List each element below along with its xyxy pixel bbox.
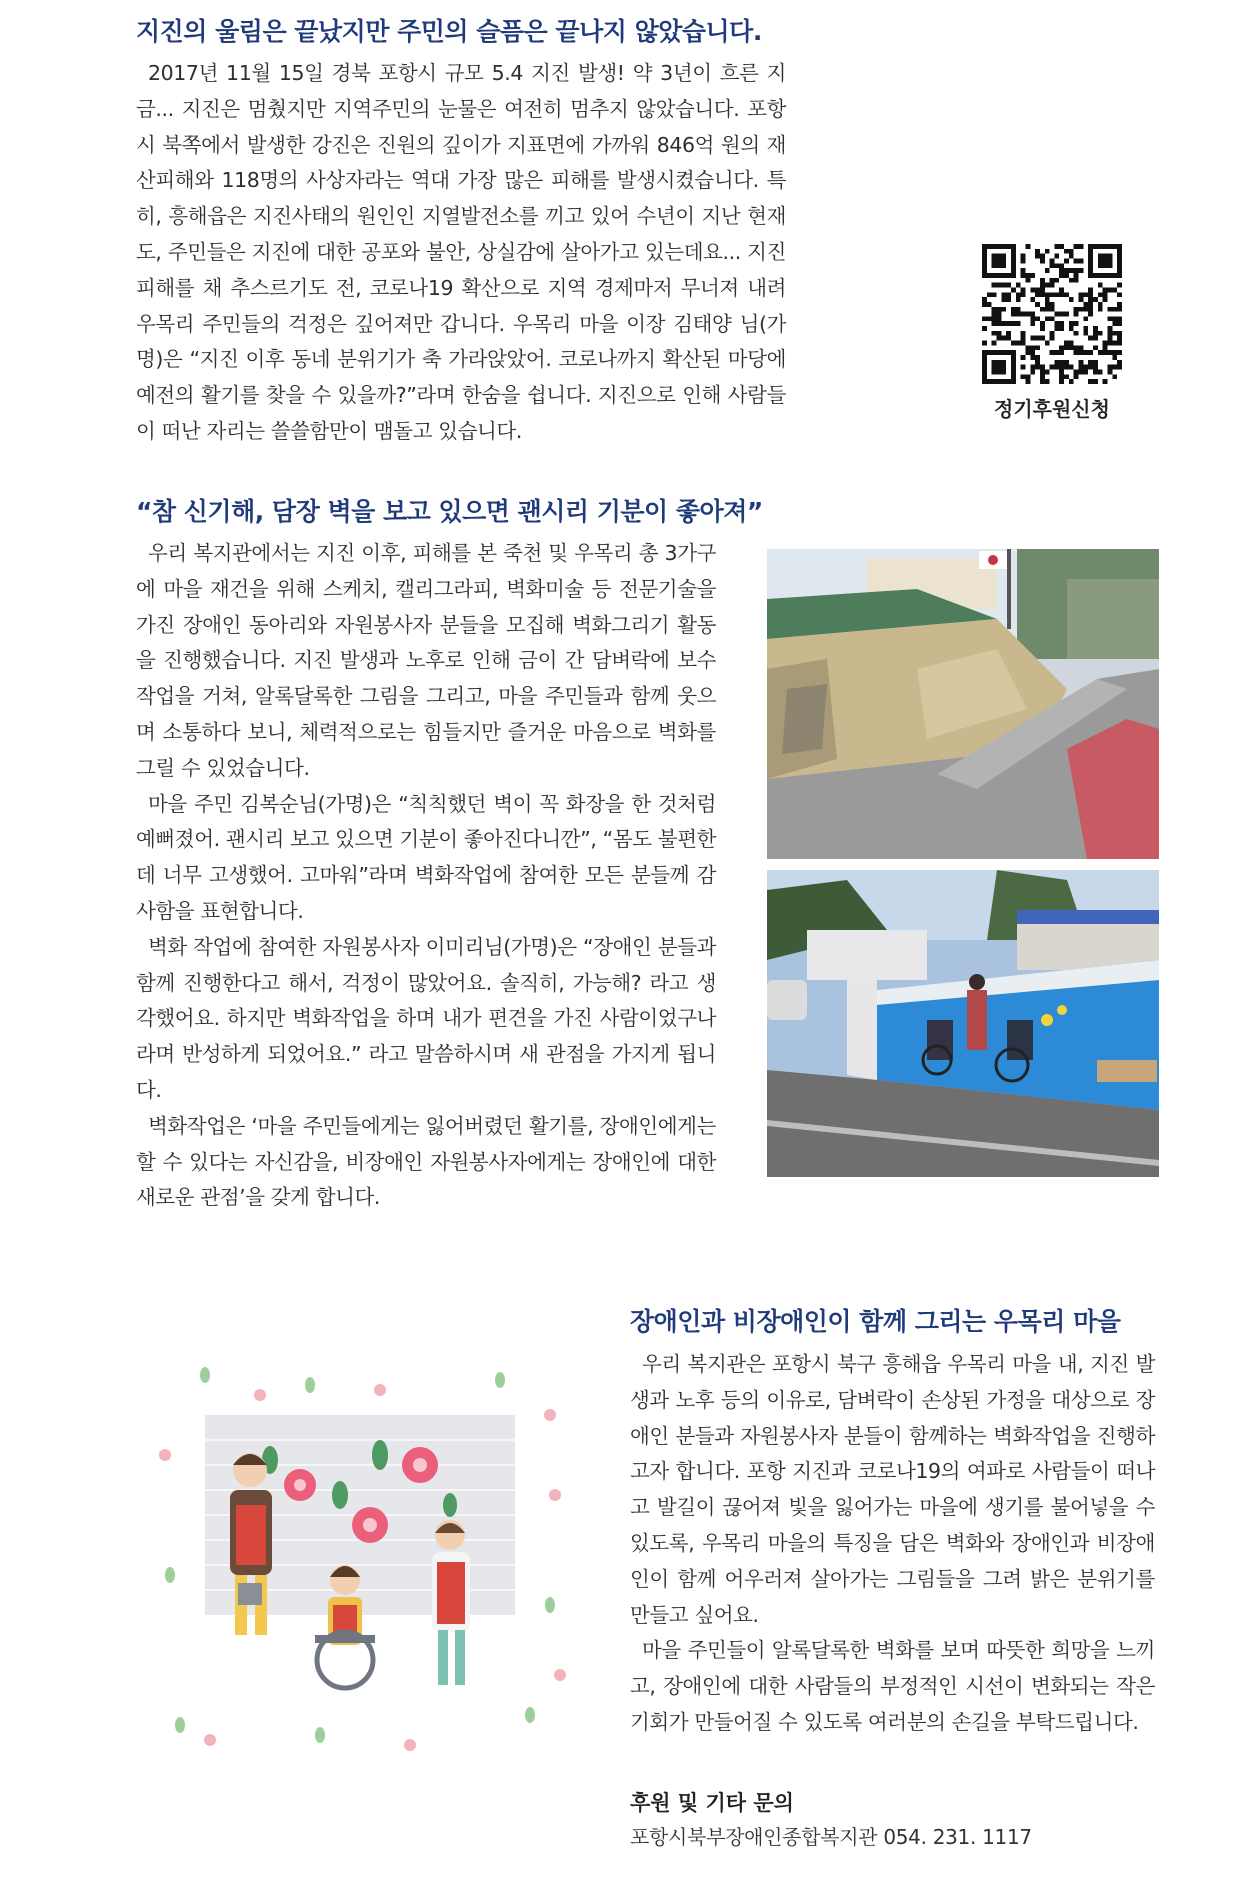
section2-paragraph-2: 마을 주민 김복순님(가명)은 “칙칙했던 벽이 꼭 화장을 한 것처럼 예뻐졌어. 괜시리 보고 있으면 기분이 좋아진다니깐”, “몸도 불편한데 너무 고생했어. 고마워”라며 벽화작업에 참여한 모든 분들께 감사함을 표현합니다. [136, 791, 716, 923]
qr-code-icon[interactable] [982, 244, 1122, 384]
section2-paragraph-3: 벽화 작업에 참여한 자원봉사자 이미리님(가명)은 “장애인 분들과 함께 진행한다고 해서, 걱정이 많았어요. 솔직히, 가능해? 라고 생각했어요. 하지만 벽화작업을 하며 내가 편견을 가진 사람이었구나라며 반성하게 되었어요.” 라고 말씀하시며 새 관점을 가지게 됩니다. [136, 934, 716, 1102]
section2-paragraph-4: 벽화작업은 ‘마을 주민들에게는 잃어버렸던 활기를, 장애인에게는 할 수 있다는 자신감을, 비장애인 자원봉사자에게는 장애인에 대한 새로운 관점’을 갖게 합니다. [136, 1113, 716, 1210]
section1-heading: 지진의 울림은 끝났지만 주민의 슬픔은 끝나지 않았습니다. [136, 17, 762, 46]
section2-body [136, 536, 716, 1216]
section3-paragraph-2: 마을 주민들이 알록달록한 벽화를 보며 따뜻한 희망을 느끼고, 장애인에 대한 사람들의 부정적인 시선이 변화되는 작은 기회가 만들어질 수 있도록 여러분의 손길을 부탁드립니다. [630, 1638, 1155, 1734]
section1-paragraph: 2017년 11월 15일 경북 포항시 규모 5.4 지진 발생! 약 3년이 흐른 지금... 지진은 멈췄지만 지역주민의 눈물은 여전히 멈추지 않았습니다. 포항시 북쪽에서 발생한 강진은 진원의 깊이가 지표면에 가까워 846억 원의 재산피해와 118명의 사상자라는 역대 가장 많은 피해를 발생시켰습니다. 특히, 흥해읍은 지진사태의 원인인 지열발전소를 끼고 있어 수년이 지난 현재도, 주민들은 지진에 대한 공포와 불안, 상실감에 살아가고 있는데요... 지진 피해를 채 추스르기도 전, 코로나19 확산으로 지역 경제마저 무너져 내려 우목리 주민들의 걱정은 깊어져만 갑니다. 우목리 마을 이장 김태양 님(가명)은 “지진 이후 동네 분위기가 축 가라앉았어. 코로나까지 확산된 마당에 예전의 활기를 찾을 수 있을까?”라며 한숨을 쉽니다. 지진으로 인해 사람들이 떠난 자리는 쓸쓸함만이 맴돌고 있습니다. [136, 61, 786, 443]
mural-illustration [150, 1355, 570, 1755]
section1-body [136, 56, 786, 450]
section3-heading: 장애인과 비장애인이 함께 그리는 우목리 마을 [630, 1307, 1121, 1336]
contact-title: 후원 및 기타 문의 [630, 1791, 794, 1815]
mural-painting-photo [767, 870, 1159, 1177]
contact-phone-text: 포항시북부장애인종합복지관 054. 231. 1117 [630, 1825, 1032, 1849]
section3-paragraph-1: 우리 복지관은 포항시 북구 흥해읍 우목리 마을 내, 지진 발생과 노후 등의 이유로, 담벼락이 손상된 가정을 대상으로 장애인 분들과 자원봉사자 분들이 함께하는 벽화작업을 진행하고자 합니다. 포항 지진과 코로나19의 여파로 사람들이 떠나고 발길이 끊어져 빛을 잃어가는 마을에 생기를 불어넣을 수 있도록, 우목리 마을의 특징을 담은 벽화와 장애인과 비장애인이 함께 어우러져 살아가는 그림들을 그려 밝은 분위기를 만들고 싶어요. [630, 1352, 1155, 1627]
cracked-wall-photo [767, 549, 1159, 859]
section3-body [630, 1347, 1155, 1741]
section2-heading: “참 신기해, 담장 벽을 보고 있으면 괜시리 기분이 좋아져” [136, 497, 763, 526]
qr-label: 정기후원신청 [994, 397, 1110, 421]
section2-paragraph-1: 우리 복지관에서는 지진 이후, 피해를 본 죽천 및 우목리 총 3가구에 마을 재건을 위해 스케치, 캘리그라피, 벽화미술 등 전문기술을 가진 장애인 동아리와 자원봉사자 분들을 모집해 벽화그리기 활동을 진행했습니다. 지진 발생과 노후로 인해 금이 간 담벼락에 보수작업을 거쳐, 알록달록한 그림을 그리고, 마을 주민들과 함께 웃으며 소통하다 보니, 체력적으로는 힘들지만 즐거운 마음으로 벽화를 그릴 수 있었습니다. [136, 541, 716, 780]
